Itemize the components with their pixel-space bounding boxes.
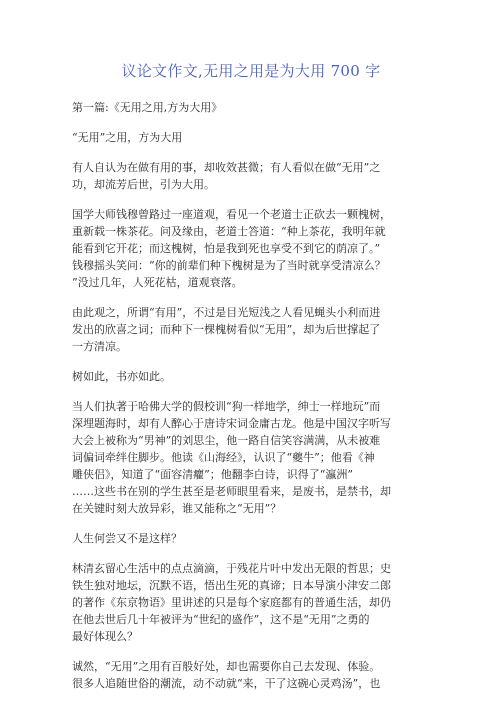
paragraph: [72, 368, 430, 385]
text-line: 重新载一株茶花。问及缘由，老道士答道：“种上茶花，我明年就: [72, 225, 386, 238]
text-line: 钱穆摇头笑问：“你的前辈们种下槐树是为了当时就享受清凉么？: [72, 259, 386, 272]
text-line: 最好体现么？: [72, 630, 138, 643]
text-line: 在他去世后几十年被评为“世纪的盛作”，这不是“无用”之勇的: [72, 613, 370, 626]
text-line: 有人自认为在做有用的事，却收效甚微；有人看似在做“无用”之: [72, 161, 381, 174]
paragraph: [72, 159, 430, 193]
text-line: 深埋题海时，却有人醉心于唐诗宋词金庸古龙。他是中国汉字听写: [72, 417, 391, 430]
paragraph: [72, 658, 430, 692]
text-line: 功，却流芳后世，引为大用。: [72, 178, 215, 191]
paragraph: [72, 206, 430, 291]
paragraph: [72, 304, 430, 355]
paragraph: [72, 560, 430, 645]
text-line: 由此观之，所谓“有用”，不过是目光短浅之人看见蝇头小利而进: [72, 306, 381, 319]
text-line: 铁生独对地坛，沉默不语，悟出生死的真谛；日本导演小津安二郎: [72, 579, 391, 592]
text-line: 人生何尝又不是这样？: [72, 532, 182, 545]
text-line: 一方清凉。: [72, 340, 127, 353]
document-title: 议论文作文,无用之用是为大用 700 字: [121, 62, 381, 80]
text-line: 在关键时刻大放异彩，谁又能称之“无用”？: [72, 502, 282, 515]
text-line: 词偏词牵绊住脚步。他读《山海经》，认识了“夔牛”；他看《神: [72, 451, 375, 464]
paragraph: [72, 530, 430, 547]
text-line: 第一篇:《无用之用,方为大用》: [72, 101, 223, 114]
text-line: “无用”之用，方为大用: [72, 131, 183, 144]
text-line: ”没过几年，人死花枯，道观衰落。: [72, 276, 243, 289]
text-line: 的著作《东京物语》里讲述的只是每个家庭都有的普通生活，却仍: [72, 596, 391, 609]
text-line: 雕侠侣》，知道了“面容清癯”；他翻李白诗，识得了“瀛洲”: [72, 468, 353, 481]
text-line: 发出的欣喜之词；而种下一棵槐树看似“无用”，却为后世撑起了: [72, 323, 381, 336]
paragraph: [72, 129, 430, 146]
text-line: 大会上被称为“男神”的刘思尘，他一路自信笑容满满，从未被难: [72, 434, 381, 447]
paragraph: [72, 398, 430, 517]
text-line: 林清玄留心生活中的点点滴滴，于残花片叶中发出无限的哲思；史: [72, 562, 391, 575]
paragraph: [72, 99, 430, 116]
text-line: 国学大师钱穆曾路过一座道观，看见一个老道士正砍去一颗槐树，: [72, 208, 391, 221]
text-line: 诚然，“无用”之用有百般好处，却也需要你自己去发现、体验。: [72, 660, 381, 673]
text-line: 树如此，书亦如此。: [72, 370, 171, 383]
text-line: 当人们执著于哈佛大学的假校训“狗一样地学，绅士一样地玩”而: [72, 400, 381, 413]
text-line: 很多人追随世俗的潮流，动不动就“来，干了这碗心灵鸡汤”，也: [72, 677, 381, 690]
document-body: [72, 99, 430, 692]
text-line: 能看到它开花；而这槐树，怕是我到死也享受不到它的荫凉了。”: [72, 242, 381, 255]
text-line: ……这些书在别的学生甚至是老师眼里看来，是废书，是禁书，却: [72, 485, 391, 498]
